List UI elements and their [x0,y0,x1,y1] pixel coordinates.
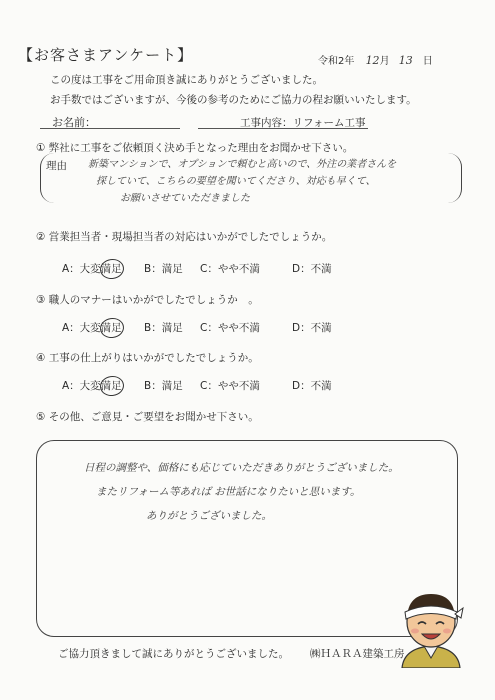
q4-option-c: C：やや不満 [200,380,260,392]
date-era: 令和 [318,56,338,67]
q3-option-b: B：満足 [144,322,183,334]
reason-answer-line-3: お願いさせていただきました [120,193,250,204]
work-underline [198,128,368,129]
reason-answer-line-1: 新築マンションで、オプションで頼むと高いので、外注の業者さんを [88,159,397,170]
carpenter-mascot-illustration [396,588,466,668]
thanks-message: ご協力頂きまして誠にありがとうございました。 [58,648,289,660]
q2-option-b: B：満足 [144,263,183,275]
q3-option-a: A：大変満足 [62,322,122,334]
intro-line-2: お手数ではございますが、今後の参考のためにご協力の程お願いいたします。 [50,94,417,106]
company-name: ㈱ＨＡＲＡ建築工房 [310,648,405,660]
date-year: 2 [338,56,345,67]
question-3: ③ 職人のマナーはいかがでしたでしょうか 。 [36,294,259,306]
question-2: ② 営業担当者・現場担当者の対応はいかがでしたでしょうか。 [36,231,333,243]
name-underline [40,128,180,129]
q4-option-d: D：不満 [292,380,332,392]
q4-option-b: B：満足 [144,380,183,392]
q2-option-c: C：やや不満 [200,263,260,275]
comment-line-3: ありがとうございました。 [146,510,272,522]
comment-line-2: またリフォーム等あれば お世話になりたいと思います。 [96,486,361,498]
question-4: ④ 工事の仕上がりはいかがでしたでしょうか。 [36,352,259,364]
question-5: ⑤ その他、ご意見・ご要望をお聞かせ下さい。 [36,411,259,423]
q4-option-a: A：大変満足 [62,380,122,392]
reason-label: 理由 [46,160,67,172]
q3-option-d: D：不満 [292,322,332,334]
date-month-unit: 月 [379,56,390,67]
comment-line-1: 日程の調整や、価格にも応じていただきありがとうございました。 [84,462,399,474]
q3-option-c: C：やや不満 [200,322,260,334]
name-label: お名前： [52,116,96,129]
survey-title: 【お客さまアンケート】 [18,46,194,64]
date-day-unit: 日 [422,56,433,67]
q2-option-d: D：不満 [292,263,332,275]
intro-line-1: この度は工事をご用命頂き誠にありがとうございました。 [50,74,323,86]
q2-option-a: A：大変満足 [62,263,122,275]
date-month: 12 [365,54,380,67]
work-type: 工事内容：リフォーム工事 [240,117,366,129]
question-1: ① 弊社に工事をご依頼頂く決め手となった理由をお聞かせ下さい。 [36,142,354,154]
date-year-unit: 年 [344,56,355,67]
reason-answer-line-2: 探していて、こちらの要望を聞いてくださり、対応も早くて、 [96,176,376,187]
date-day: 13 [398,54,413,67]
date [318,52,433,67]
